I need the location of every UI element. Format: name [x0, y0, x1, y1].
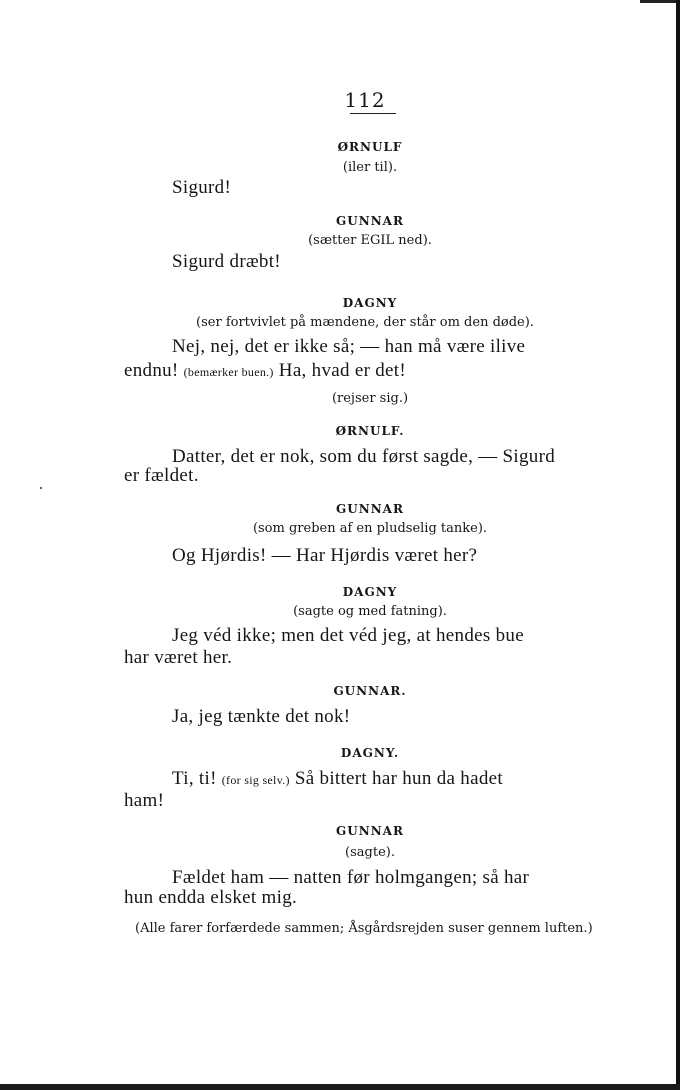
- speaker-gunnar: GUNNAR: [336, 502, 404, 516]
- dialogue-line: Jeg véd ikke; men det véd jeg, at hendes bue: [172, 625, 524, 646]
- speaker-dagny: DAGNY: [342, 585, 398, 599]
- speaker-gunnar: GUNNAR: [336, 214, 404, 228]
- speaker-ornulf: ØRNULF: [337, 140, 403, 154]
- page-number-underline: [350, 113, 396, 114]
- stage-direction: (sætter EGIL ned).: [308, 233, 432, 248]
- speaker-ornulf: ØRNULF.: [335, 424, 405, 438]
- dialogue-text: Ti, ti!: [172, 768, 217, 789]
- stage-direction: (rejser sig.): [331, 391, 409, 406]
- inline-stage-direction: (bemærker buen.): [183, 365, 274, 379]
- inline-stage-direction: (for sig selv.): [221, 773, 290, 787]
- speaker-gunnar: GUNNAR.: [333, 684, 407, 698]
- dialogue-line: Sigurd!: [172, 177, 232, 198]
- dialogue-line: har været her.: [124, 647, 233, 668]
- speaker-dagny: DAGNY.: [340, 746, 400, 760]
- dialogue-line: Nej, nej, det er ikke så; — han må være ilive: [172, 336, 526, 357]
- dialogue-line: Sigurd dræbt!: [172, 251, 281, 272]
- dialogue-line: Fældet ham — natten før holmgangen; så har: [172, 867, 530, 888]
- dialogue-line: hun endda elsket mig.: [124, 887, 298, 908]
- dialogue-line: [172, 768, 503, 790]
- dialogue-line: [124, 360, 406, 382]
- scan-edge-bottom: [0, 1084, 680, 1090]
- stage-direction: (iler til).: [342, 160, 398, 175]
- dialogue-line: Datter, det er nok, som du først sagde, — Sigurd: [172, 446, 556, 467]
- dialogue-text: Ha, hvad er det!: [278, 360, 406, 381]
- stage-direction: (sagte og med fatning).: [293, 604, 447, 619]
- stage-direction: (som greben af en pludselig tanke).: [252, 521, 488, 536]
- scan-speck: [40, 487, 42, 489]
- stage-direction: (ser fortvivlet på mændene, der står om den døde).: [196, 315, 534, 330]
- dialogue-line: Og Hjørdis! — Har Hjørdis været her?: [172, 545, 478, 566]
- dialogue-text: Så bittert har hun da hadet: [294, 768, 503, 789]
- dialogue-line: er fældet.: [124, 465, 199, 486]
- stage-direction: (sagte).: [345, 845, 395, 860]
- speaker-dagny: DAGNY: [342, 296, 398, 310]
- dialogue-line: ham!: [124, 790, 165, 811]
- dialogue-text: endnu!: [124, 360, 179, 381]
- speaker-gunnar: GUNNAR: [336, 824, 404, 838]
- dialogue-line: Ja, jeg tænkte det nok!: [172, 706, 351, 727]
- closing-stage-direction: (Alle farer forfærdede sammen; Åsgårdsrejden suser gennem luften.): [135, 921, 593, 936]
- scan-edge-top: [640, 0, 680, 3]
- page-number: 112: [344, 88, 386, 112]
